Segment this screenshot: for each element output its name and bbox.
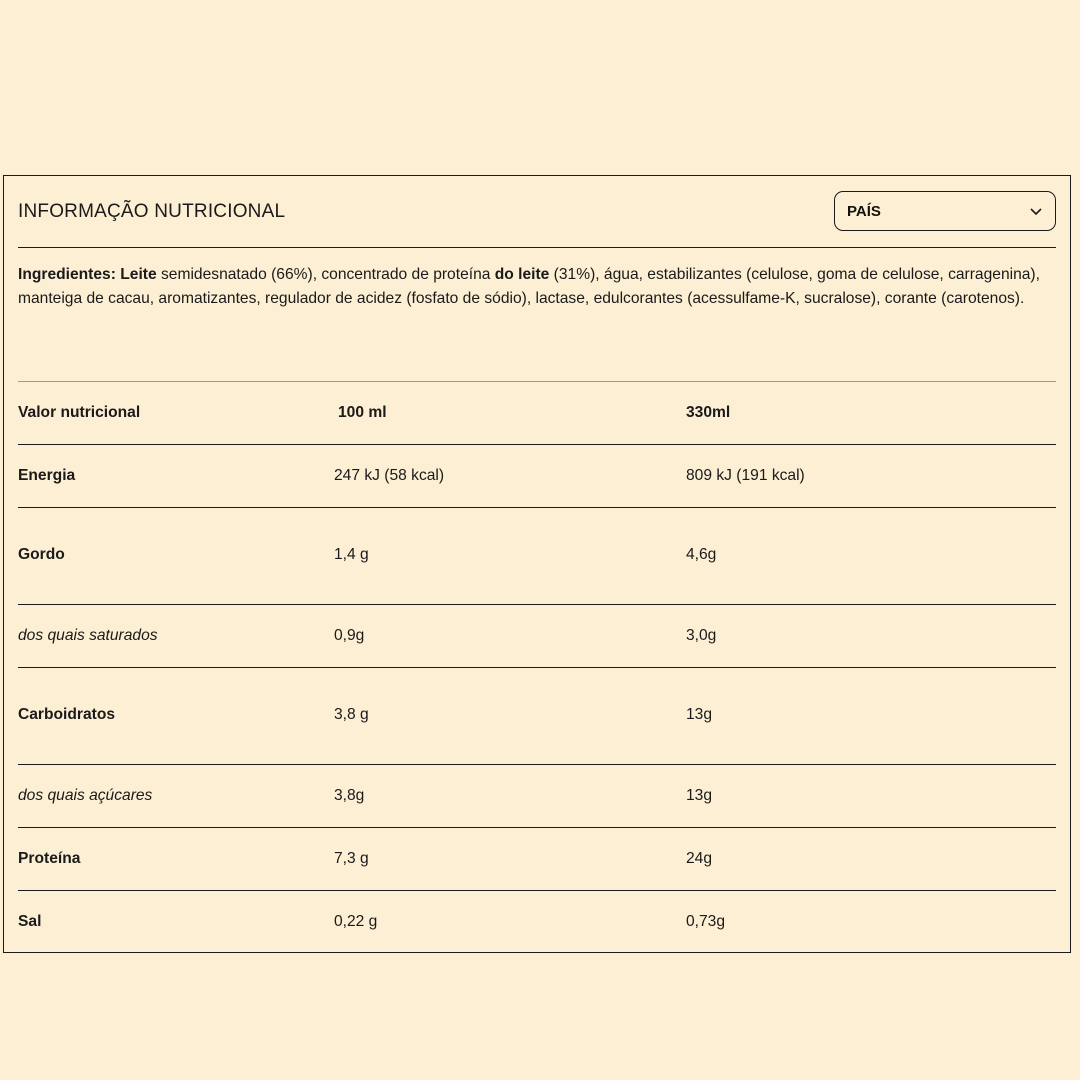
row-carbs-100: 3,8 g — [334, 706, 369, 723]
row-sugars-100: 3,8g — [334, 787, 365, 804]
row-saturated-100: 0,9g — [334, 627, 365, 644]
row-protein-100: 7,3 g — [334, 850, 369, 867]
row-energy-name: Energia — [18, 467, 76, 484]
table-row — [18, 765, 1056, 828]
ingredient-milk: Leite — [120, 266, 157, 283]
ingredients-part4: (31%), água, estabilizantes (celulose, goma de celulose, carragenina), manteiga de cacau, aromatizantes, regulador de acidez (fosfato de sódio), lactase, edulcorantes (acessulfame-K, sucralose), corante (carotenos). — [18, 266, 1040, 307]
row-fat-name: Gordo — [18, 546, 65, 563]
panel-header — [18, 176, 1056, 248]
row-sugars-name: dos quais açúcares — [18, 787, 153, 804]
row-fat-100: 1,4 g — [334, 546, 369, 563]
row-saturated-330: 3,0g — [686, 627, 717, 644]
header-nutritional-value: Valor nutricional — [18, 404, 141, 421]
header-330ml: 330ml — [686, 404, 731, 421]
ingredients-label: Ingredientes: — [18, 266, 116, 283]
table-row — [18, 508, 1056, 605]
nutrition-table — [18, 381, 1056, 954]
table-row — [18, 445, 1056, 508]
table-row — [18, 605, 1056, 668]
ingredients-part2: semidesnatado (66%), concentrado de proteína — [156, 266, 495, 283]
row-protein-name: Proteína — [18, 850, 81, 867]
nutrition-panel — [3, 175, 1071, 953]
country-select[interactable] — [834, 191, 1056, 231]
row-salt-330: 0,73g — [686, 913, 726, 930]
chevron-down-icon — [1029, 204, 1043, 218]
row-energy-330: 809 kJ (191 kcal) — [686, 467, 805, 484]
header-100ml: 100 ml — [338, 404, 387, 421]
row-carbs-name: Carboidratos — [18, 706, 116, 723]
row-salt-100: 0,22 g — [334, 913, 378, 930]
row-protein-330: 24g — [686, 850, 713, 867]
row-fat-330: 4,6g — [686, 546, 717, 563]
table-header-row — [18, 382, 1056, 445]
row-saturated-name: dos quais saturados — [18, 627, 158, 644]
page-title: INFORMAÇÃO NUTRICIONAL — [18, 201, 286, 222]
ingredients-text — [18, 263, 1056, 310]
row-carbs-330: 13g — [686, 706, 713, 723]
table-row — [18, 828, 1056, 891]
table-row — [18, 668, 1056, 765]
ingredient-from-milk: do leite — [494, 266, 550, 283]
row-energy-100: 247 kJ (58 kcal) — [334, 467, 445, 484]
row-salt-name: Sal — [18, 913, 42, 930]
country-select-value: PAÍS — [847, 203, 881, 220]
table-row — [18, 891, 1056, 954]
row-sugars-330: 13g — [686, 787, 713, 804]
